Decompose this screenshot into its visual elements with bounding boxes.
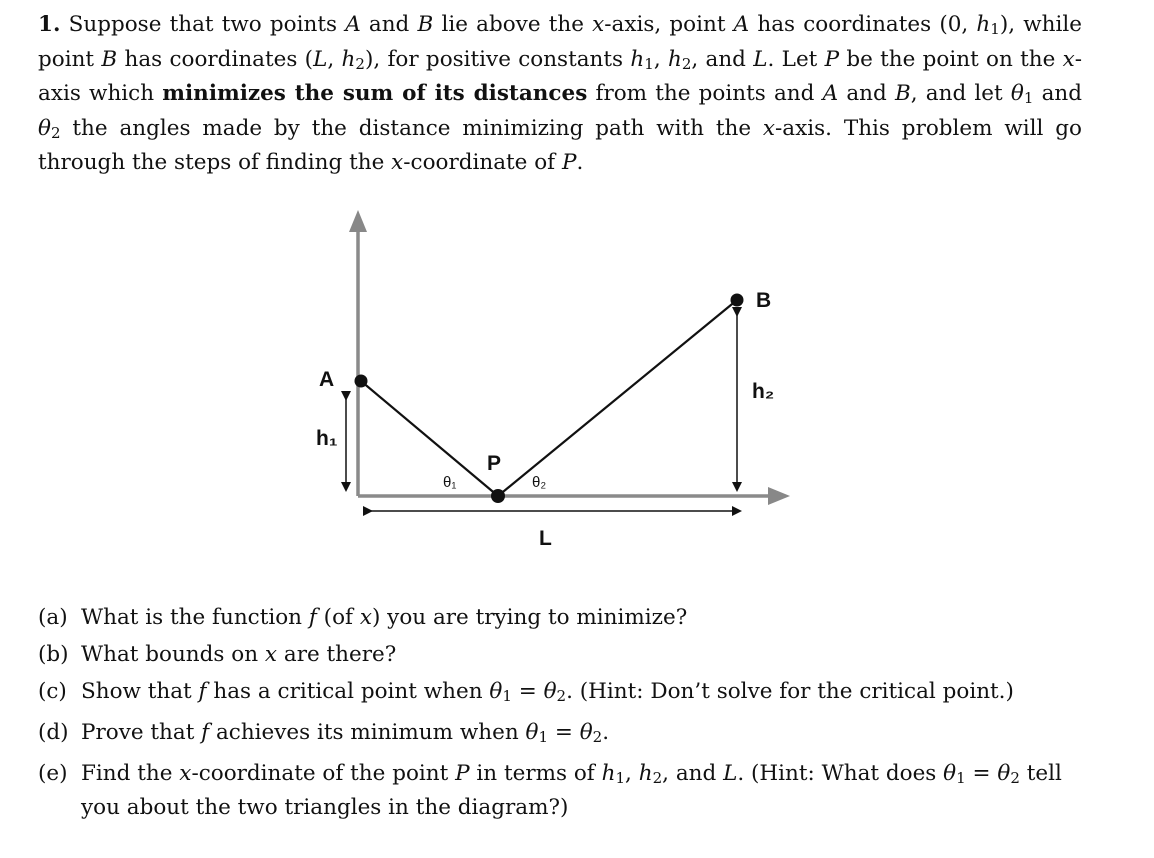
label-A: A [319,368,335,391]
math-x: x [391,150,404,175]
text: are there? [277,642,397,667]
text: -coordinate of the point [191,761,456,786]
part-text [81,603,1088,633]
equals: = [548,720,580,745]
subscript: 2 [652,769,663,787]
text: has a critical point when [206,679,490,704]
text: has coordinates (0, [749,12,977,37]
math-theta: θ [579,720,593,745]
text: Suppose that two points [68,12,346,37]
math-x: x [762,115,776,141]
label-L: L [539,527,552,550]
math-h: h [601,761,616,786]
point-B [731,294,744,307]
math-theta: θ [38,115,51,141]
text: -axis which [38,46,1083,106]
subscript: 1 [990,20,1000,38]
math-L: L [753,46,768,72]
part-label: (a) [38,605,68,630]
text: . [576,150,584,175]
subscript: 1 [1023,89,1034,107]
problem-number: 1. [38,12,61,37]
text: , and [662,761,724,786]
subscript: 2 [355,54,365,73]
label-h2: h₂ [752,380,775,403]
bold-phrase: minimizes the sum of its distances [162,81,588,106]
point-A [355,375,368,388]
math-A: A [733,12,750,37]
math-x: x [1062,46,1075,72]
subquestions [38,603,1088,830]
text: and [360,12,418,37]
text: , [327,46,342,72]
text: in terms of [469,761,602,786]
text: , and [691,46,754,72]
text: the angles made by the distance minimizing path with the [60,115,763,141]
math-h: h [341,46,356,72]
subscript: 1 [615,769,626,787]
part-d [38,718,1088,752]
text: (of [316,605,360,630]
math-theta: θ [525,720,539,745]
part-b [38,640,1088,670]
math-f: f [198,679,207,704]
math-x: x [359,605,372,630]
part-text [81,640,1088,670]
text: -coordinate of [403,150,562,175]
subscript: 2 [681,54,692,73]
geometry-diagram [300,200,800,560]
part-label: (e) [38,761,68,786]
text: and [1033,81,1083,106]
math-P: P [824,46,840,72]
math-theta: θ [489,679,503,704]
part-label: (d) [38,720,69,745]
subscript: 2 [1010,769,1020,787]
math-B: B [101,46,118,72]
part-e [38,759,1088,823]
problem-statement [38,10,1082,179]
subscript: 2 [592,728,603,746]
equals: = [965,761,998,786]
text: -axis. This problem will go through the steps of finding the [38,115,1082,175]
point-P [491,489,505,503]
math-P: P [455,761,470,786]
text: Find the [81,761,180,786]
text: has coordinates ( [117,46,314,72]
segment-P-B [498,300,737,496]
text: from the points and [587,81,823,106]
text: . [602,720,610,745]
math-h: h [638,761,653,786]
text: lie above the [433,12,593,37]
segment-A-P [361,381,498,496]
text: What is the function [81,605,309,630]
math-L: L [723,761,738,786]
math-P: P [561,150,577,175]
subscript: 1 [538,728,549,746]
math-theta: θ [543,679,557,704]
math-L: L [313,46,328,72]
text: ) you are trying to minimize? [371,605,688,630]
part-label: (c) [38,679,67,704]
text: ), for positive constants [364,46,631,72]
part-text [81,677,1088,711]
part-a [38,603,1088,633]
math-A: A [822,81,839,106]
text: achieves its minimum when [209,720,526,745]
math-x: x [179,761,192,786]
math-h: h [630,46,645,72]
math-B: B [417,12,434,37]
part-text [81,718,1088,752]
math-theta: θ [943,761,957,786]
label-theta1: θ₁ [443,474,457,491]
part-label: (b) [38,642,69,667]
text: Show that [81,679,199,704]
subscript: 1 [644,54,654,73]
text: . (Hint: What does [737,761,944,786]
subscript: 1 [956,769,966,787]
text: . (Hint: Don’t solve for the critical point.) [566,679,1014,704]
text: , [653,46,668,72]
math-f: f [308,605,317,630]
math-f: f [201,720,210,745]
subscript: 1 [502,687,512,705]
label-P: P [487,452,502,475]
text: . Let [767,46,825,72]
part-c [38,677,1088,711]
math-x: x [592,12,605,37]
math-x: x [264,642,278,667]
text: Prove that [81,720,202,745]
math-h: h [667,46,682,72]
math-A: A [345,12,361,37]
text: -axis, point [604,12,734,37]
text: , and let [910,81,1011,106]
text: be the point on the [839,46,1063,72]
math-B: B [894,81,911,106]
math-theta: θ [1010,81,1024,106]
subscript: 2 [50,123,61,142]
text: ), while point [38,12,1082,72]
subscript: 2 [556,687,567,705]
math-theta: θ [997,761,1011,786]
text: What bounds on [81,642,265,667]
part-text [81,759,1088,823]
text: tell you about the two triangles in the diagram?) [81,761,1062,820]
label-theta2: θ₂ [532,474,547,491]
equals: = [511,679,544,704]
label-h1: h₁ [316,427,338,450]
text: , [625,761,639,786]
label-B: B [756,289,772,312]
text: and [838,81,895,106]
math-h: h [976,12,991,37]
